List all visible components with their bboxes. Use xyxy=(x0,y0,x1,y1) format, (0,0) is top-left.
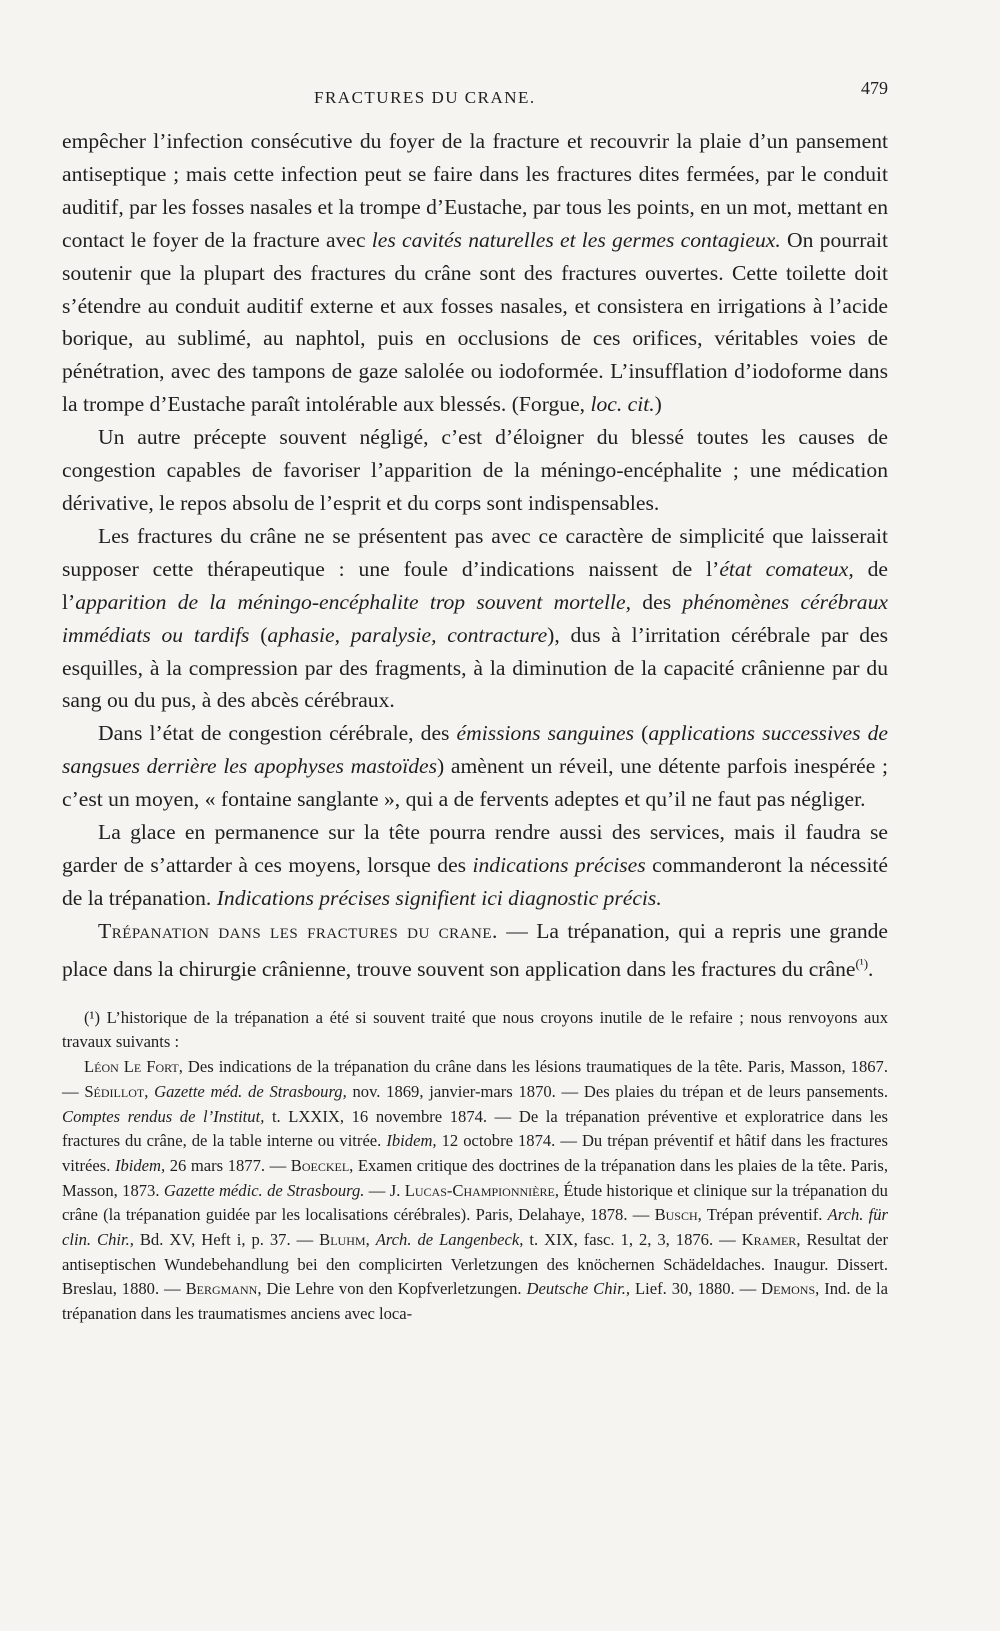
paragraph-1 xyxy=(62,125,888,421)
italic-run: Gazette médic. de Strasbourg. xyxy=(163,1180,365,1200)
italic-run: Comptes rendus de l’Institut, xyxy=(62,1106,265,1126)
running-title: FRACTURES DU CRANE. xyxy=(314,88,536,107)
page-number: 479 xyxy=(861,78,888,98)
text-run: ) xyxy=(654,392,662,417)
italic-run: applications successives de sangsues derrière les apophyses mastoïdes xyxy=(62,721,888,779)
author-name: Kramer xyxy=(741,1230,797,1250)
author-name: Busch xyxy=(654,1205,698,1225)
text-run: — J. xyxy=(364,1180,405,1200)
main-text xyxy=(62,125,888,986)
text-run: ), dus à l’irritation cérébrale par des esquilles, à la compression par des fragments, à la diminution de la capacité crânienne par du sang ou du pus, à des abcès cérébraux. xyxy=(62,622,889,713)
italic-run: Gazette méd. de Strasbourg, xyxy=(154,1081,347,1101)
text-run: ( xyxy=(634,721,649,746)
text-run: t. LXXIX, 16 novembre 1874. — De la trépanation préventive et exploratrice dans les fractures du crâne, de la table interne ou vitrée. xyxy=(62,1106,888,1151)
text-run: Lief. 30, 1880. — xyxy=(630,1279,762,1299)
footnote-ref: (¹) xyxy=(855,955,869,971)
author-name: Léon Le Fort xyxy=(84,1057,179,1077)
text-run: On pourrait soutenir que la plupart des fractures du crâne sont des fractures ouvertes. Cette toilette doit s’étendre au conduit auditif externe et aux fosses nasales, et consistera en irrigations à l’acide borique, au sublimé, au naphtol, puis en occlusions de ces orifices, véritables voies de pénétration, avec des tampons de gaze salolée ou iodoformée. L’insufflation d’iodoforme dans la trompe d’Eustache paraît intolérable aux blessés. (Forgue, xyxy=(62,227,888,417)
section-heading: Trépanation dans les fractures du crane. xyxy=(98,918,498,943)
italic-run: indications précises xyxy=(472,852,646,877)
text-run: , xyxy=(144,1081,155,1101)
section-trepanation xyxy=(62,915,888,986)
italic-run: état comateux, xyxy=(719,556,854,581)
text-run: de l’ xyxy=(62,556,888,614)
text-run: 26 mars 1877. — xyxy=(165,1155,291,1175)
paragraph-2: Un autre précepte souvent négligé, c’est d’éloigner du blessé toutes les causes de congestion capables de favoriser l’apparition de la méningo-encéphalite ; une médication dérivative, le repos absolu de l’esprit et du corps sont indispensables. xyxy=(62,425,888,515)
italic-run: loc. cit. xyxy=(590,392,655,417)
paragraph-3 xyxy=(62,520,888,717)
running-head xyxy=(62,78,888,118)
author-name: Lucas-Championnière xyxy=(404,1180,555,1200)
text-run: , Resultat der antiseptischen Wundebehandlung bei den complicirten Verletzungen des knöchernen Schädeldaches. Inaugur. Dissert. Breslau, 1880. — xyxy=(62,1230,888,1299)
author-name: Boeckel xyxy=(290,1155,350,1175)
italic-run: Ibidem, xyxy=(386,1131,437,1151)
text-run: . xyxy=(868,956,874,981)
paragraph-5 xyxy=(62,816,888,915)
text-run: , Ind. de la trépanation dans les traumatismes anciens avec loca- xyxy=(62,1279,888,1324)
text-run: t. XIX, fasc. 1, 2, 3, 1876. — xyxy=(523,1230,742,1250)
italic-run: les cavités naturelles et les germes contagieux. xyxy=(371,227,781,252)
text-run: , Examen critique des doctrines de la trépanation dans les plaies de la tête. Paris, Masson, 1873. xyxy=(62,1155,888,1200)
italic-run: émissions sanguines xyxy=(456,721,635,746)
text-run: , xyxy=(365,1230,376,1250)
text-run: ( xyxy=(249,622,268,647)
italic-run: aphasie, paralysie, contracture xyxy=(267,622,548,647)
paragraph-4 xyxy=(62,717,888,816)
footnote-intro: (¹) L’historique de la trépanation a été si souvent traité que nous croyons inutile de le refaire ; nous renvoyons aux travaux suivants : xyxy=(62,1007,888,1052)
author-name: Demons xyxy=(761,1279,816,1299)
italic-run: apparition de la méningo-encéphalite trop souvent mortelle, xyxy=(75,589,631,614)
text-run: ) amènent un réveil, une détente parfois inespérée ; c’est un moyen, « fontaine sanglante », qui a de fervents adeptes et qu’il ne faut pas négliger. xyxy=(62,754,888,812)
text-run: 12 octobre 1874. — Du trépan préventif et hâtif dans les fractures vitrées. xyxy=(62,1131,888,1175)
author-name: Sédillot xyxy=(84,1081,145,1101)
italic-run: phénomènes cérébraux immédiats ou tardifs xyxy=(62,589,888,647)
footnote-references xyxy=(62,1055,888,1327)
italic-run: Arch. de Langenbeck, xyxy=(375,1230,524,1250)
text-run: nov. 1869, janvier-mars 1870. — Des plaies du trépan et de leurs pansements. xyxy=(346,1081,889,1101)
text-run: Dans l’état de congestion cérébrale, des xyxy=(98,721,457,746)
text-run: , Des indications de la trépanation du crâne dans les lésions traumatiques de la tête. Paris, Masson, 1867. — xyxy=(62,1057,889,1101)
text-run: Bd. XV, Heft i, p. 37. — xyxy=(133,1230,320,1250)
author-name: Bluhm xyxy=(319,1230,366,1250)
author-name: Bergmann xyxy=(185,1279,258,1299)
text-run: , Trépan préventif. xyxy=(697,1205,828,1225)
italic-run: Indications précises signifient ici diagnostic précis. xyxy=(216,885,662,910)
text-run: empêcher l’infection consécutive du foyer de la fracture et recouvrir la plaie d’un pansement antiseptique ; mais cette infection peut se faire dans les fractures dites fermées, par le conduit auditif, par les fosses nasales et la trompe d’Eustache, par tous les points, en un mot, mettant en contact le foyer de la fracture avec xyxy=(62,129,888,252)
text-run: La glace en permanence sur la tête pourra rendre aussi des services, mais il faudra se garder de s’attarder à ces moyens, lorsque des xyxy=(62,820,888,877)
text-run: , Die Lehre von den Kopfverletzungen. xyxy=(257,1279,527,1299)
italic-run: Arch. für clin. Chir., xyxy=(62,1205,889,1250)
text-run: commanderont la nécessité de la trépanation. xyxy=(62,852,888,910)
text-run: , Étude historique et clinique sur la trépanation du crâne (la trépanation guidée par les localisations cérébrales). Paris, Delahaye, 1878. — xyxy=(62,1180,888,1225)
text-run: Les fractures du crâne ne se présentent pas avec ce caractère de simplicité que laisserait supposer cette thérapeutique : une foule d’indications naissent de l’ xyxy=(62,523,888,581)
footnotes xyxy=(62,1006,888,1327)
italic-run: Ibidem, xyxy=(114,1155,166,1175)
text-run: des xyxy=(631,589,683,614)
italic-run: Deutsche Chir., xyxy=(526,1279,631,1299)
text-run: — La trépanation, qui a repris une grande place dans la chirurgie crânienne, trouve souvent son application dans les fractures du crâne xyxy=(62,918,888,981)
